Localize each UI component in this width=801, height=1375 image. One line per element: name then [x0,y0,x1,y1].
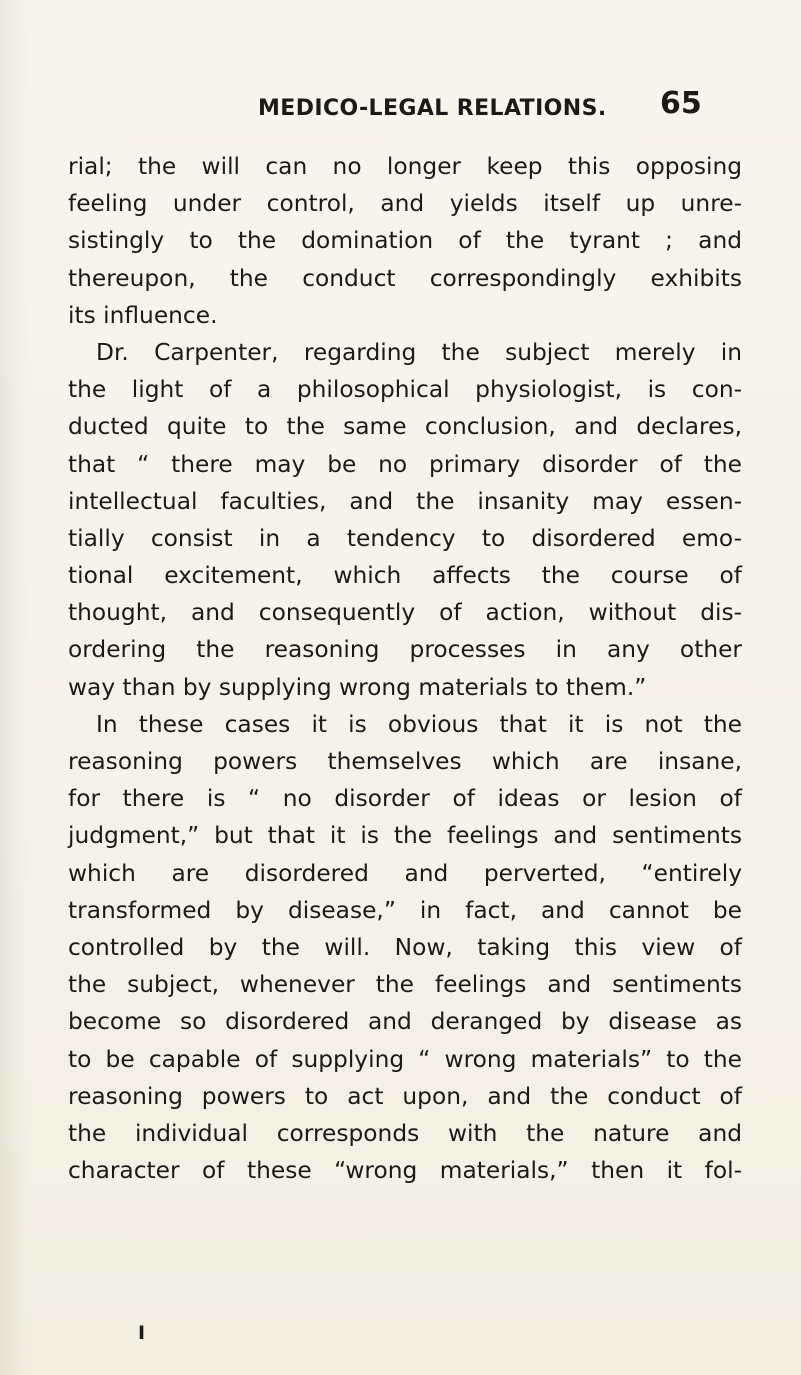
text-line: way than by supplying wrong materials to them.” [68,673,647,701]
text-line: become so disordered and deranged by disease as [68,1008,742,1036]
page-gutter-shadow [0,0,28,1375]
text-line: sistingly to the domination of the tyrant ; and [68,227,742,255]
text-line: ducted quite to the same conclusion, and declares, [68,413,742,441]
text-line: the light of a philosophical physiologist, is con- [68,376,742,404]
text-line: thereupon, the conduct correspondingly exhibits [68,264,742,292]
text-line: to be capable of supplying “ wrong materials” to the [68,1045,742,1073]
text-line: intellectual faculties, and the insanity may essen- [68,487,742,515]
signature-mark: I [138,1322,146,1344]
body-text [68,148,742,1189]
text-line: ordering the reasoning processes in any other [68,636,742,664]
text-line: that “ there may be no primary disorder of the [68,450,742,478]
text-line: reasoning powers to act upon, and the conduct of [68,1082,742,1110]
text-line: the subject, whenever the feelings and sentiments [68,971,742,999]
page-number: 65 [660,86,702,121]
text-line: controlled by the will. Now, taking this view of [68,933,742,961]
text-line: which are disordered and perverted, “entirely [68,859,742,887]
text-line: reasoning powers themselves which are insane, [68,748,742,775]
text-line: tional excitement, which affects the course of [68,562,742,590]
text-line: Dr. Carpenter, regarding the subject merely in [96,338,742,366]
running-head: MEDICO-LEGAL RELATIONS. [258,96,607,121]
text-line: judgment,” but that it is the feelings and sentiments [68,822,742,850]
page-header [0,86,801,126]
text-line: feeling under control, and yields itself up unre- [68,190,742,218]
text-line: for there is “ no disorder of ideas or lesion of [68,785,742,813]
text-line: In these cases it is obvious that it is not the [96,710,742,738]
text-line: tially consist in a tendency to disordered emo- [68,524,742,552]
text-line: rial; the will can no longer keep this opposing [68,153,742,180]
text-line: thought, and consequently of action, without dis- [68,599,742,627]
text-line: transformed by disease,” in fact, and cannot be [68,896,742,924]
text-line: the individual corresponds with the nature and [68,1119,742,1147]
text-line: character of these “wrong materials,” then it fol- [68,1157,742,1185]
text-line: its influence. [68,301,218,329]
